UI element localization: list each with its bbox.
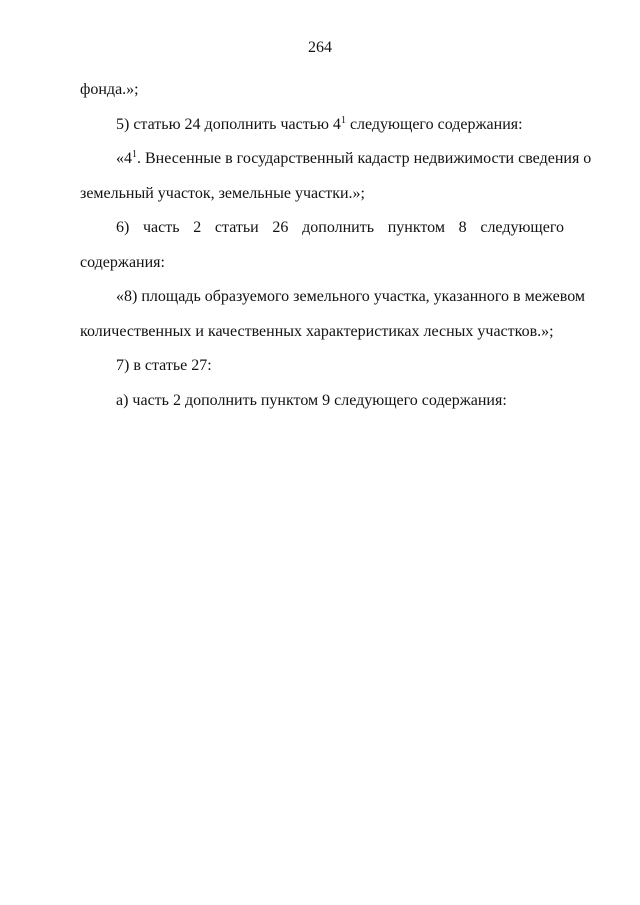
- text-line: [80, 142, 592, 177]
- paragraph-point-8: [80, 280, 586, 349]
- paragraph-item-5: [80, 108, 564, 143]
- text-line: фонда.»;: [80, 81, 139, 98]
- paragraph-item-6: 6) часть 2 статьи 26 дополнить пунктом 8 следующего содержания:: [80, 219, 564, 271]
- document-body: [80, 73, 592, 418]
- paragraph-article-4-1: [80, 142, 592, 211]
- paragraph-item-a: а) часть 2 дополнить пунктом 9 следующего содержания:: [116, 391, 507, 409]
- superscript: 1: [340, 114, 346, 126]
- text-line: количественных и качественных характеристиках лесных участков.»;: [80, 322, 554, 340]
- item-5-text-end: следующего содержания:: [345, 115, 523, 133]
- superscript: 1: [132, 149, 137, 160]
- paragraph-1: [80, 73, 564, 108]
- text-line: «8) площадь образуемого земельного участка, указанного в межевом: [116, 288, 586, 305]
- item-5-text: 5) статью 24 дополнить частью 4: [116, 115, 341, 133]
- text-segment: . Внесенные в государственный кадастр недвижимости сведения о: [137, 150, 592, 167]
- text-line: земельный участок, земельные участки.»;: [80, 184, 365, 202]
- paragraph-item-7: 7) в статье 27:: [116, 357, 212, 374]
- quote-prefix: «4: [116, 150, 132, 167]
- page-number: 264: [308, 39, 332, 56]
